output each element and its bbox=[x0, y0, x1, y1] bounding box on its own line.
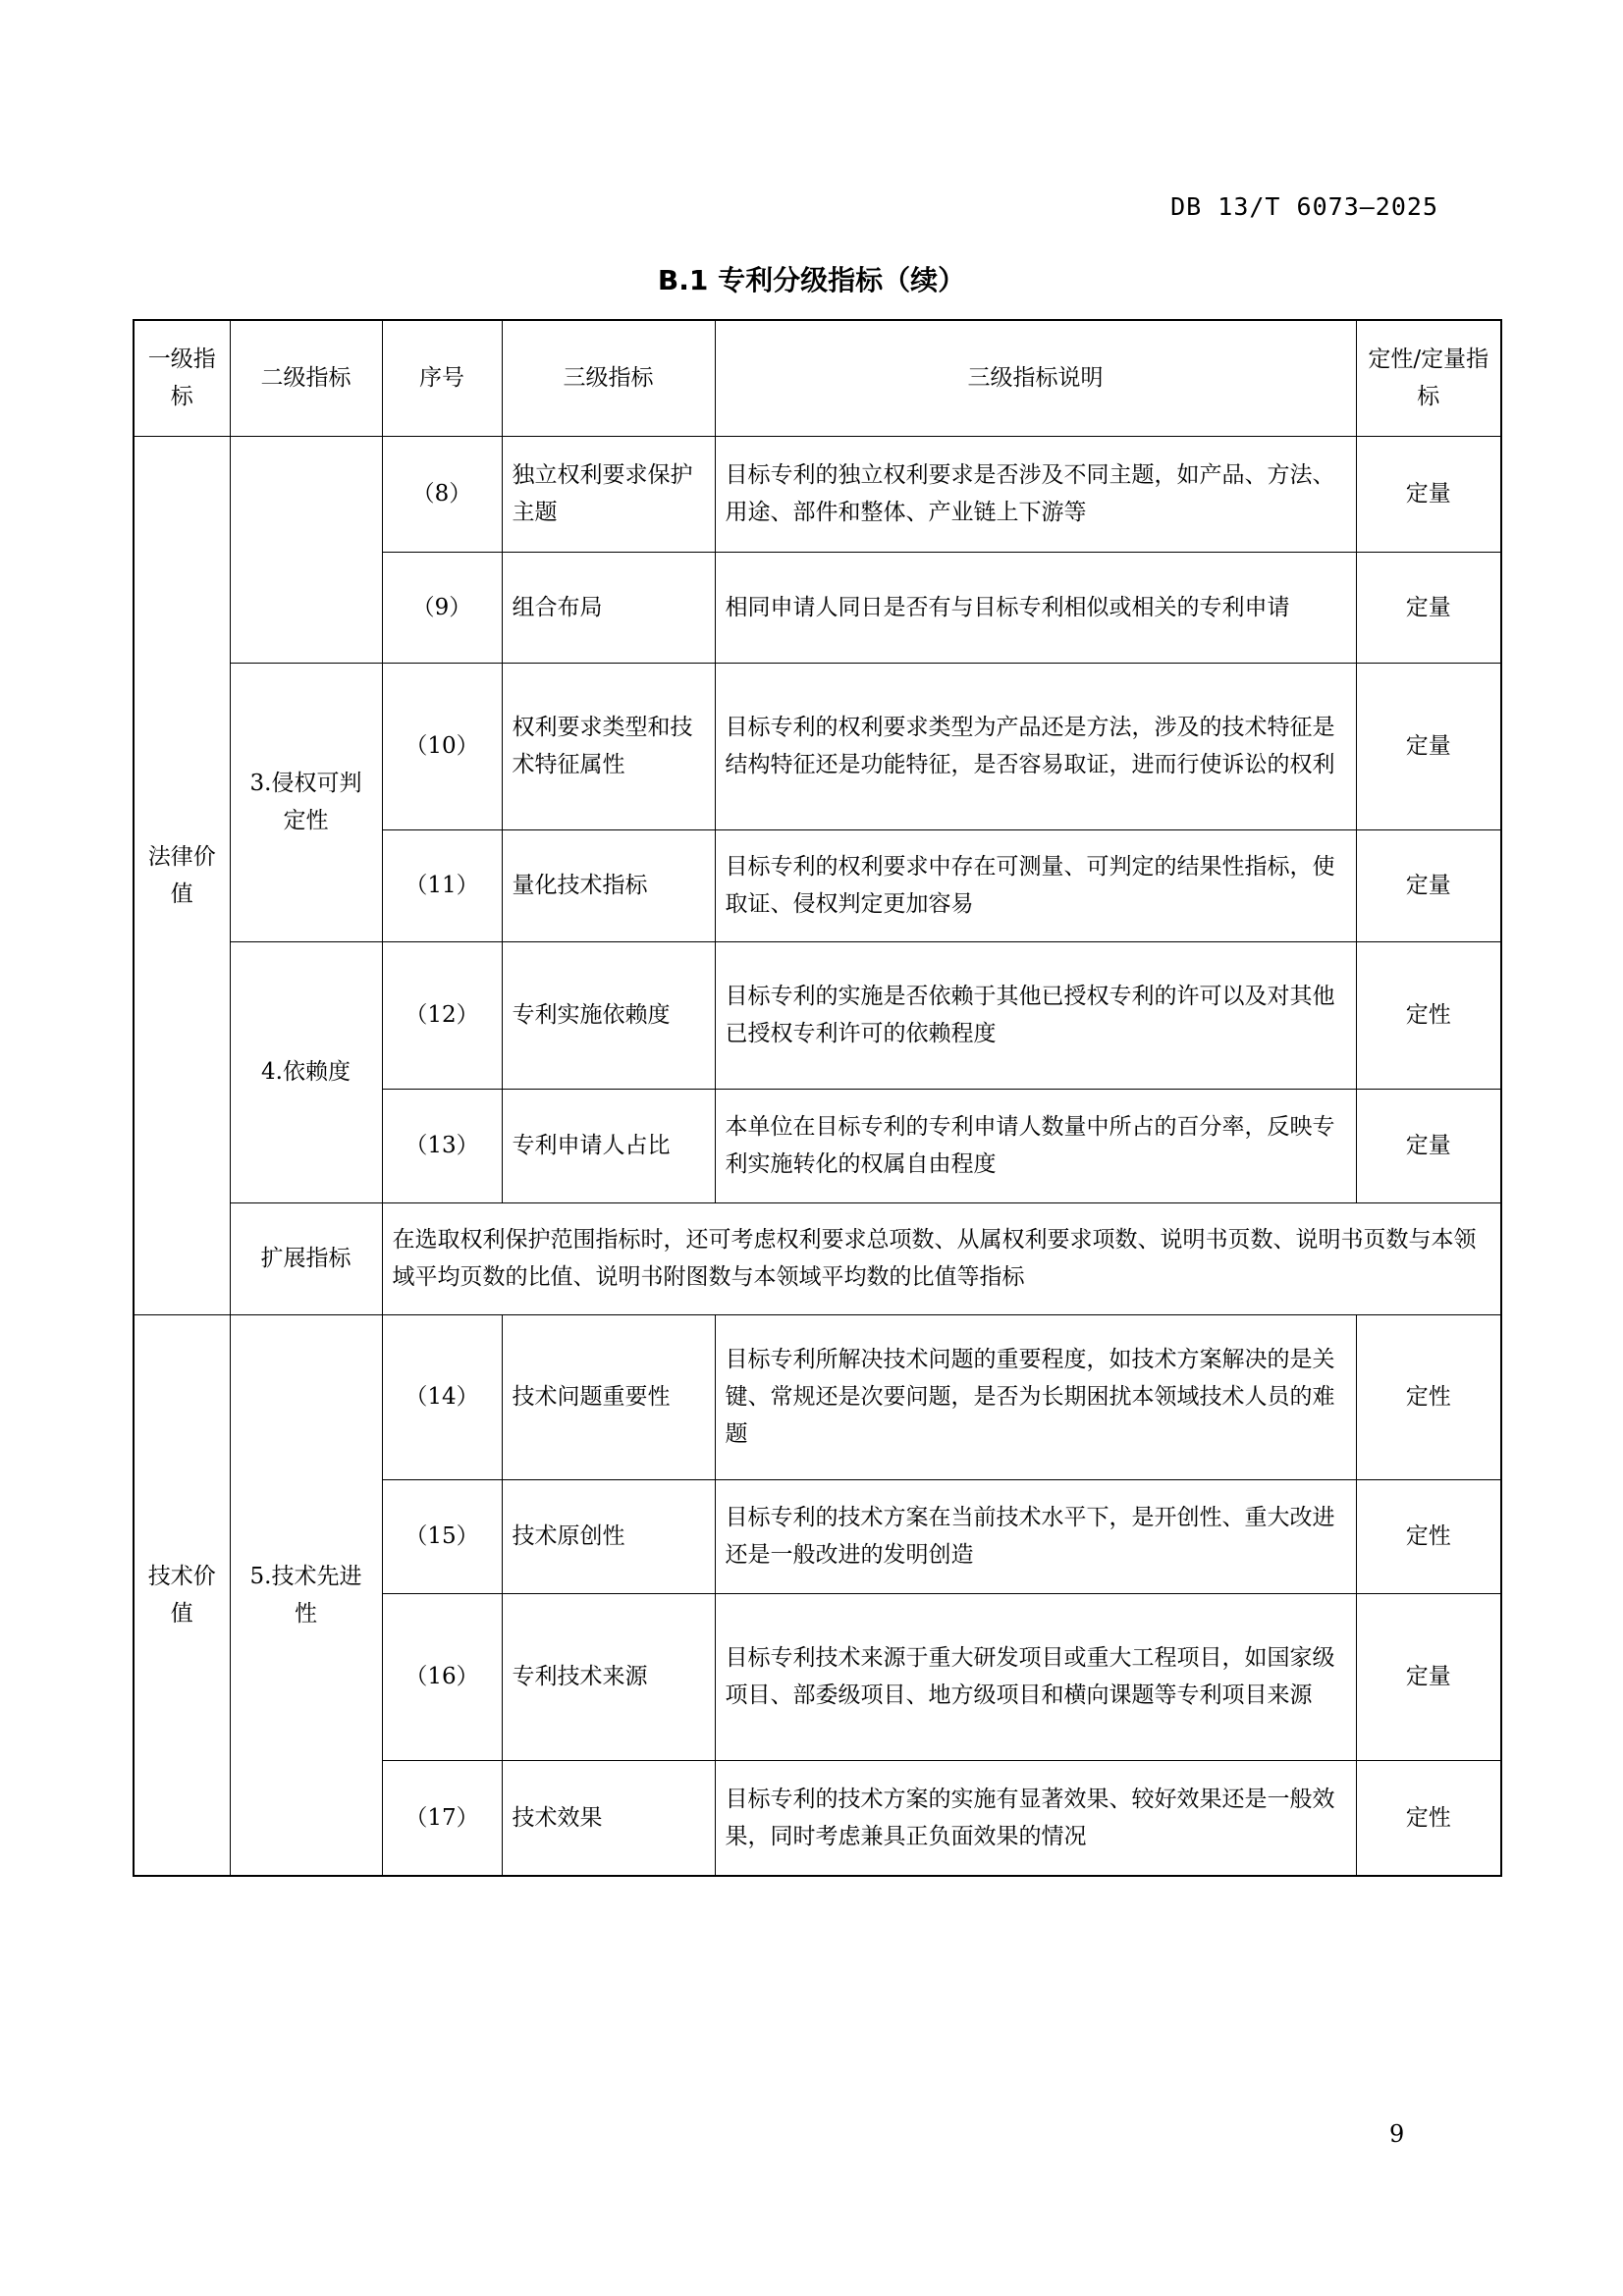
row-seq: （10） bbox=[382, 663, 502, 829]
header-desc: 三级指标说明 bbox=[715, 320, 1356, 436]
header-level3: 三级指标 bbox=[502, 320, 715, 436]
row-desc: 相同申请人同日是否有与目标专利相似或相关的专利申请 bbox=[715, 552, 1356, 663]
row-seq: （13） bbox=[382, 1089, 502, 1202]
table-row bbox=[134, 941, 1501, 1089]
group-dependency: 4.依赖度 bbox=[230, 941, 382, 1202]
row-seq: （11） bbox=[382, 829, 502, 941]
row-type: 定量 bbox=[1356, 829, 1501, 941]
document-code: DB 13/T 6073—2025 bbox=[1170, 192, 1438, 221]
group-advancement: 5.技术先进性 bbox=[230, 1314, 382, 1876]
group-extension: 扩展指标 bbox=[230, 1202, 382, 1314]
row-type: 定性 bbox=[1356, 1760, 1501, 1876]
table-row bbox=[134, 663, 1501, 829]
row-desc: 目标专利的技术方案的实施有显著效果、较好效果还是一般效果，同时考虑兼具正负面效果的情况 bbox=[715, 1760, 1356, 1876]
row-seq: （9） bbox=[382, 552, 502, 663]
row-type: 定量 bbox=[1356, 552, 1501, 663]
row-desc: 目标专利的权利要求类型为产品还是方法，涉及的技术特征是结构特征还是功能特征，是否容易取证，进而行使诉讼的权利 bbox=[715, 663, 1356, 829]
group-empty bbox=[230, 436, 382, 663]
row-name: 专利技术来源 bbox=[502, 1593, 715, 1760]
header-level1: 一级指标 bbox=[134, 320, 230, 436]
row-desc: 目标专利的技术方案在当前技术水平下，是开创性、重大改进还是一般改进的发明创造 bbox=[715, 1479, 1356, 1593]
row-name: 技术问题重要性 bbox=[502, 1314, 715, 1479]
row-name: 量化技术指标 bbox=[502, 829, 715, 941]
row-desc: 目标专利的独立权利要求是否涉及不同主题，如产品、方法、用途、部件和整体、产业链上下游等 bbox=[715, 436, 1356, 552]
row-name: 专利申请人占比 bbox=[502, 1089, 715, 1202]
row-type: 定性 bbox=[1356, 1314, 1501, 1479]
row-name: 技术原创性 bbox=[502, 1479, 715, 1593]
row-name: 专利实施依赖度 bbox=[502, 941, 715, 1089]
table-row bbox=[134, 436, 1501, 552]
row-seq: （8） bbox=[382, 436, 502, 552]
row-name: 技术效果 bbox=[502, 1760, 715, 1876]
extension-text: 在选取权利保护范围指标时，还可考虑权利要求总项数、从属权利要求项数、说明书页数、说明书页数与本领域平均页数的比值、说明书附图数与本领域平均数的比值等指标 bbox=[382, 1202, 1501, 1314]
row-name: 权利要求类型和技术特征属性 bbox=[502, 663, 715, 829]
table-row bbox=[134, 1314, 1501, 1479]
table-title: B.1 专利分级指标（续） bbox=[657, 264, 966, 296]
header-level2: 二级指标 bbox=[230, 320, 382, 436]
row-type: 定量 bbox=[1356, 1593, 1501, 1760]
row-desc: 目标专利技术来源于重大研发项目或重大工程项目，如国家级项目、部委级项目、地方级项目和横向课题等专利项目来源 bbox=[715, 1593, 1356, 1760]
row-type: 定量 bbox=[1356, 663, 1501, 829]
extension-row bbox=[134, 1202, 1501, 1314]
group-tech-value: 技术价值 bbox=[134, 1314, 230, 1876]
row-desc: 目标专利的实施是否依赖于其他已授权专利的许可以及对其他已授权专利许可的依赖程度 bbox=[715, 941, 1356, 1089]
row-seq: （15） bbox=[382, 1479, 502, 1593]
page-number: 9 bbox=[1389, 2120, 1405, 2148]
row-type: 定性 bbox=[1356, 941, 1501, 1089]
group-infringement: 3.侵权可判定性 bbox=[230, 663, 382, 941]
header-seq: 序号 bbox=[382, 320, 502, 436]
row-type: 定量 bbox=[1356, 436, 1501, 552]
header-type: 定性/定量指标 bbox=[1356, 320, 1501, 436]
row-seq: （16） bbox=[382, 1593, 502, 1760]
row-name: 独立权利要求保护主题 bbox=[502, 436, 715, 552]
row-desc: 目标专利的权利要求中存在可测量、可判定的结果性指标，使取证、侵权判定更加容易 bbox=[715, 829, 1356, 941]
row-type: 定量 bbox=[1356, 1089, 1501, 1202]
row-seq: （14） bbox=[382, 1314, 502, 1479]
row-seq: （17） bbox=[382, 1760, 502, 1876]
row-type: 定性 bbox=[1356, 1479, 1501, 1593]
group-legal-value: 法律价值 bbox=[134, 436, 230, 1314]
row-desc: 本单位在目标专利的专利申请人数量中所占的百分率，反映专利实施转化的权属自由程度 bbox=[715, 1089, 1356, 1202]
row-name: 组合布局 bbox=[502, 552, 715, 663]
patent-grading-table bbox=[133, 319, 1502, 1877]
row-seq: （12） bbox=[382, 941, 502, 1089]
header-row bbox=[134, 320, 1501, 436]
row-desc: 目标专利所解决技术问题的重要程度，如技术方案解决的是关键、常规还是次要问题，是否为长期困扰本领域技术人员的难题 bbox=[715, 1314, 1356, 1479]
